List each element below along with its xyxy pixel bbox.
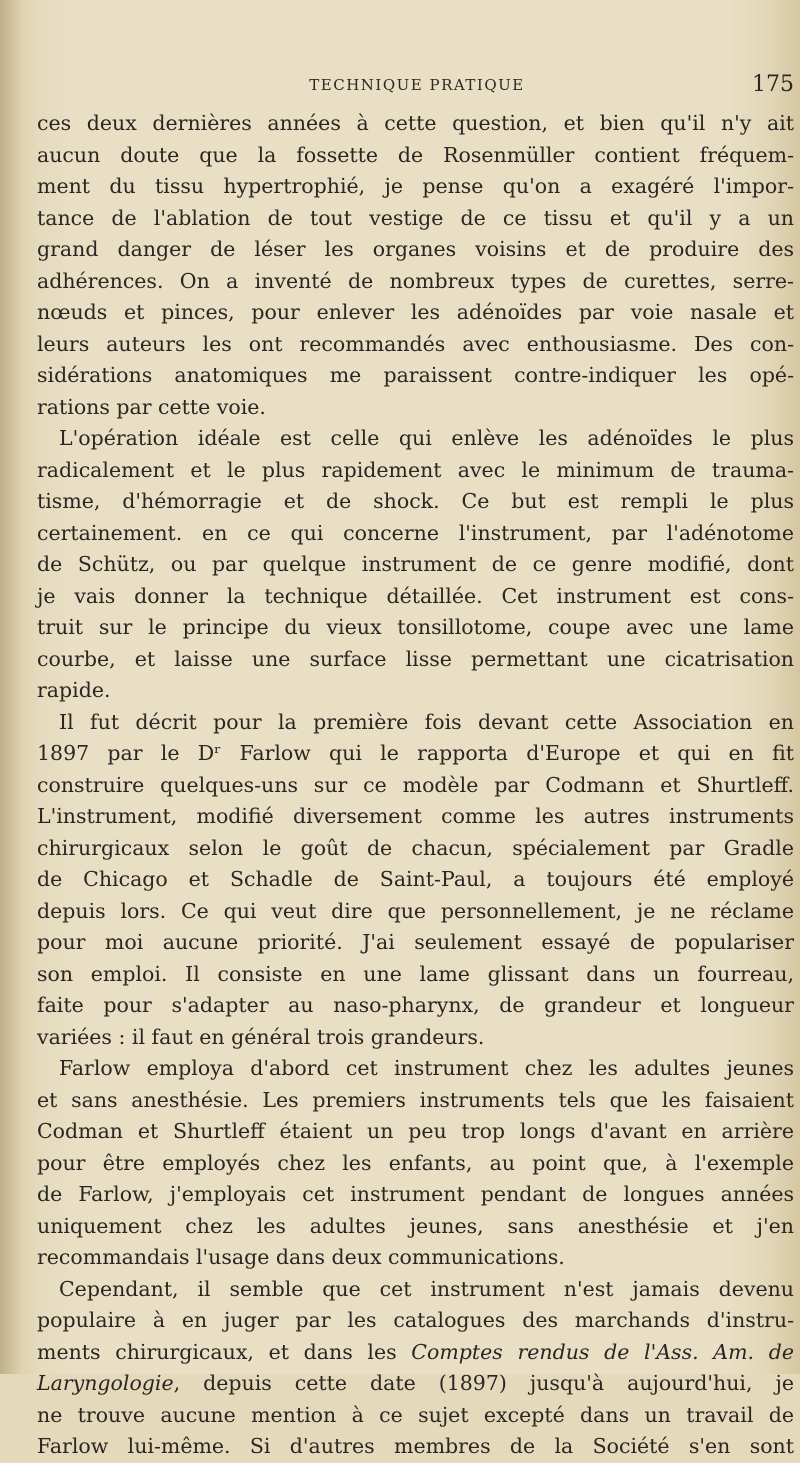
text-line: recommandais l'usage dans deux communications.: [37, 1245, 565, 1269]
text-line: chirurgicaux selon le goût de chacun, spécialement par Gradle: [37, 835, 794, 860]
text-line: depuis lors. Ce qui veut dire que personnellement, je ne réclame: [37, 898, 794, 923]
text-line: radicalement et le plus rapidement avec le minimum de trauma-: [37, 457, 794, 482]
text-line: de Farlow, j'employais cet instrument pendant de longues années: [37, 1182, 794, 1206]
text-line: grand danger de léser les organes voisins et de produire des: [37, 237, 794, 261]
text-line: [37, 1337, 794, 1369]
text-line: variées : il faut en général trois grandeurs.: [37, 1024, 485, 1049]
text-line: uniquement chez les adultes jeunes, sans anesthésie et j'en: [37, 1213, 794, 1238]
text-line: rapide.: [37, 678, 111, 702]
text-line: adhérences. On a inventé de nombreux types de curettes, serre-: [37, 268, 794, 293]
text-line: tisme, d'hémorragie et de shock. Ce but est rempli le plus: [37, 489, 794, 513]
text-line: courbe, et laisse une surface lisse permettant une cicatrisation: [37, 646, 794, 671]
text-line: tance de l'ablation de tout vestige de ce tissu et qu'il y a un: [37, 205, 794, 230]
text-line: nœuds et pinces, pour enlever les adénoïdes par voie nasale et: [37, 300, 794, 324]
cited-title: Laryngologie: [37, 1371, 174, 1395]
text-line: pour être employés chez les enfants, au point que, à l'exemple: [37, 1150, 794, 1175]
text-line: ne trouve aucune mention à ce sujet excepté dans un travail de: [37, 1402, 794, 1427]
cited-title: Comptes rendus de l'Ass. Am. de: [411, 1339, 794, 1364]
text-line: son emploi. Il consiste en une lame glissant dans un fourreau,: [37, 961, 794, 986]
text-line: certainement. en ce qui concerne l'instrument, par l'adénotome: [37, 520, 794, 545]
text-line: Il fut décrit pour la première fois devant cette Association en: [59, 709, 794, 734]
text-line: Codman et Shurtleff étaient un peu trop longs d'avant en arrière: [37, 1119, 794, 1143]
text-line: leurs auteurs les ont recommandés avec enthousiasme. Des con-: [37, 331, 794, 356]
text-line: ces deux dernières années à cette question, et bien qu'il n'y ait: [37, 111, 794, 135]
text-run: ments chirurgicaux, et dans les: [37, 1339, 397, 1364]
text-line: Farlow employa d'abord cet instrument chez les adultes jeunes: [59, 1056, 794, 1080]
text-line: et sans anesthésie. Les premiers instruments tels que les faisaient: [37, 1087, 794, 1112]
page-number: 175: [752, 72, 794, 97]
text-line: truit sur le principe du vieux tonsillotome, coupe avec une lame: [37, 615, 794, 639]
running-header: [40, 72, 794, 104]
text-line: Cependant, il semble que cet instrument n'est jamais devenu: [59, 1276, 794, 1301]
text-line: populaire à en juger par les catalogues des marchands d'instru-: [37, 1308, 794, 1332]
text-line: faite pour s'adapter au naso-pharynx, de grandeur et longueur: [37, 993, 794, 1017]
text-line: sidérations anatomiques me paraissent contre-indiquer les opé-: [37, 363, 794, 387]
text-line: rations par cette voie.: [37, 394, 266, 419]
text-line: ment du tissu hypertrophié, je pense qu'on a exagéré l'impor-: [37, 174, 794, 198]
text-line: pour moi aucune priorité. J'ai seulement essayé de populariser: [37, 930, 794, 954]
binding-shadow: [0, 0, 22, 1374]
text-line: [37, 1368, 794, 1400]
body-text: [37, 108, 794, 1463]
text-line: aucun doute que la fossette de Rosenmüller contient fréquem-: [37, 142, 794, 167]
text-line: construire quelques-uns sur ce modèle par Codmann et Shurtleff.: [37, 772, 794, 797]
running-title: TECHNIQUE PRATIQUE: [309, 76, 525, 94]
text-line: je vais donner la technique détaillée. Cet instrument est cons-: [37, 583, 794, 608]
text-run: , depuis cette date (1897) jusqu'à aujourd'hui, je: [173, 1371, 794, 1395]
text-line: de Schütz, ou par quelque instrument de ce genre modifié, dont: [37, 552, 794, 576]
text-line: 1897 par le Dʳ Farlow qui le rapporta d'Europe et qui en fit: [37, 741, 794, 765]
text-line: L'instrument, modifié diversement comme les autres instruments: [37, 804, 794, 828]
text-line: L'opération idéale est celle qui enlève les adénoïdes le plus: [59, 426, 794, 450]
text-line: Farlow lui-même. Si d'autres membres de la Société s'en sont: [37, 1434, 794, 1458]
text-line: de Chicago et Schadle de Saint-Paul, a toujours été employé: [37, 867, 794, 891]
